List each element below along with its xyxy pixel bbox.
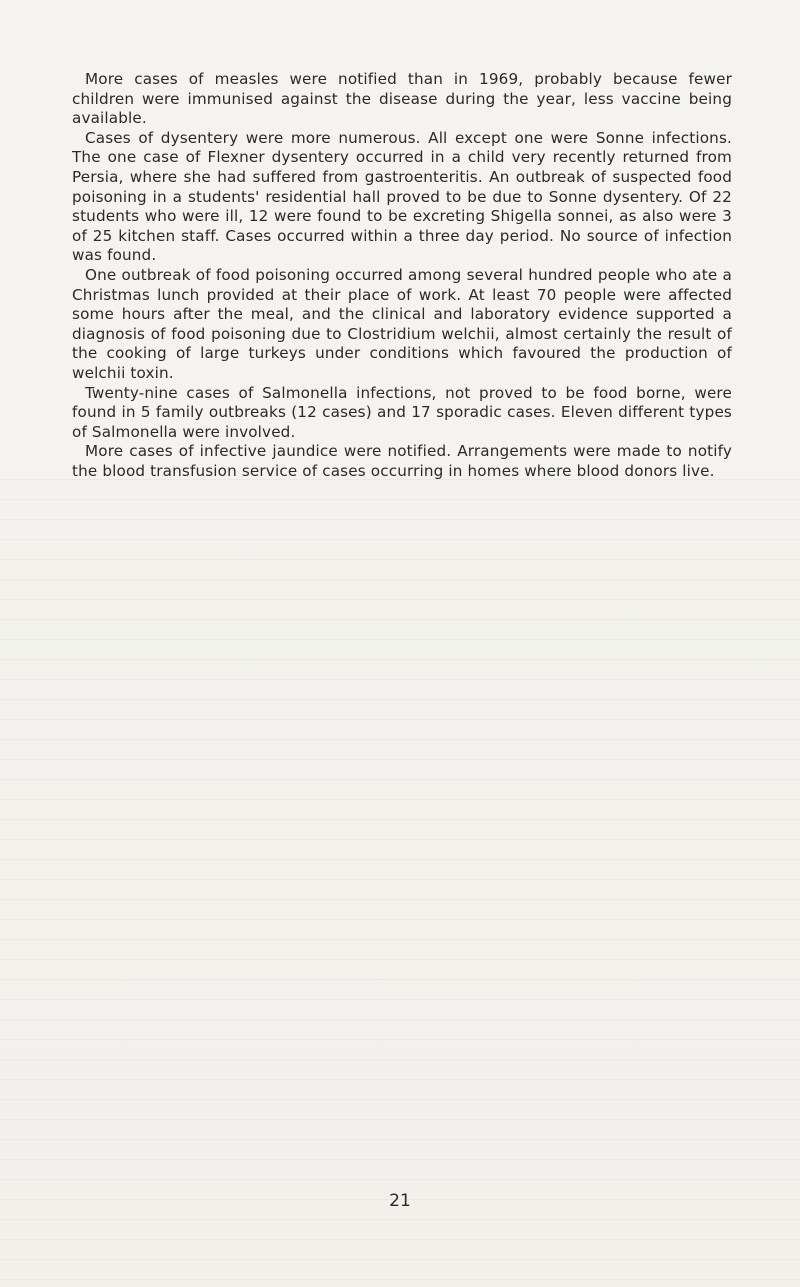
paragraph-infective-jaundice: More cases of infective jaundice were notified. Arrangements were made to notify the blood transfusion service of cases occurring in homes where blood donors live.	[72, 442, 732, 480]
paragraph-measles: More cases of measles were notified than in 1969, probably because fewer children were immunised against the disease during the year, less vaccine being available.	[72, 70, 732, 128]
paragraph-food-poisoning: One outbreak of food poisoning occurred among several hundred people who ate a Christmas lunch provided at their place of work. At least 70 people were affected some hours after the meal, and the clinical and laboratory evidence supported a diagnosis of food poisoning due to Clostridium welchii, almost certainly the result of the cooking of large turkeys under conditions which favoured the production of welchii toxin.	[72, 265, 732, 382]
body-text	[72, 70, 732, 481]
paragraph-dysentery: Cases of dysentery were more numerous. All except one were Sonne infections. The one case of Flexner dysentery occurred in a child very recently returned from Persia, where she had suffered from gastroenteritis. An outbreak of suspected food poisoning in a students' residential hall proved to be due to Sonne dysentery. Of 22 students who were ill, 12 were found to be excreting Shigella sonnei, as also were 3 of 25 kitchen staff. Cases occurred within a three day period. No source of infection was found.	[72, 128, 732, 265]
page-number: 21	[389, 1191, 411, 1211]
paragraph-salmonella: Twenty-nine cases of Salmonella infections, not proved to be food borne, were found in 5 family outbreaks (12 cases) and 17 sporadic cases. Eleven different types of Salmonella were involved.	[72, 383, 732, 441]
